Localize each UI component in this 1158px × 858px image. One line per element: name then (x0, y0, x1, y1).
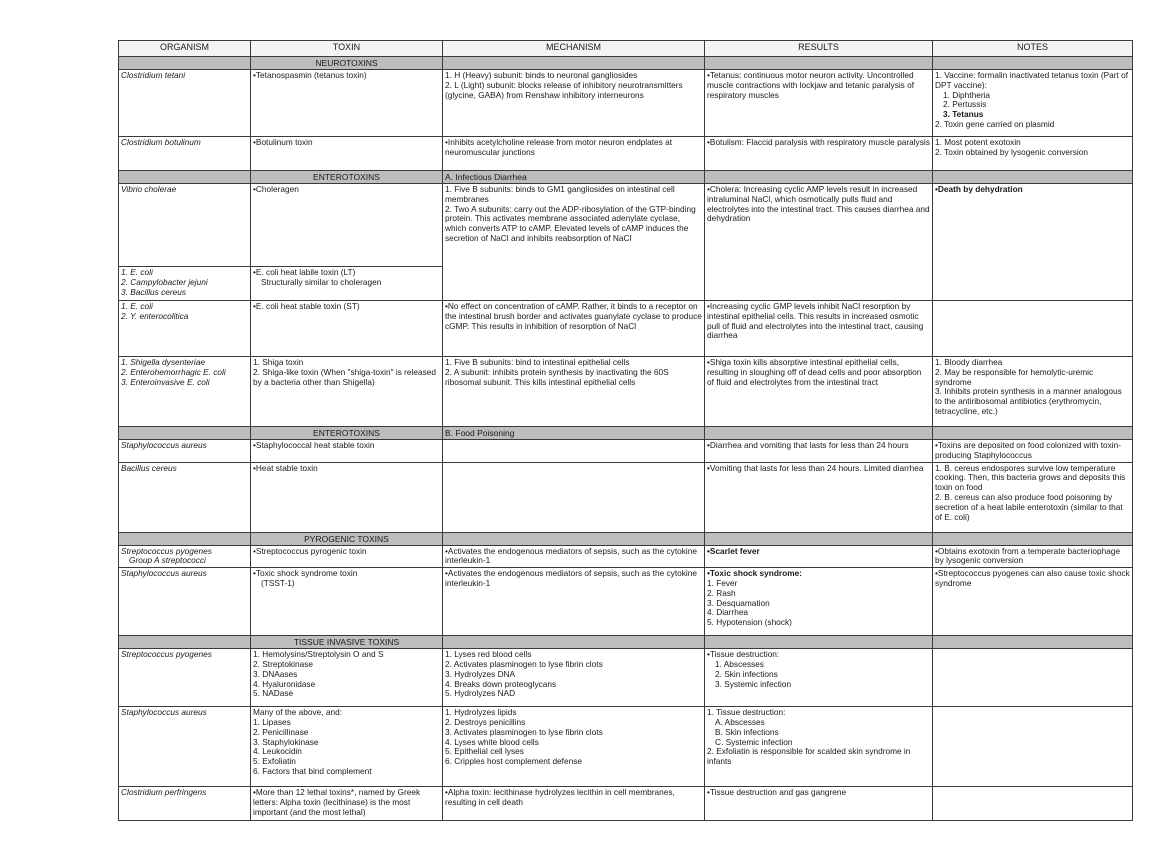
toxin-cell: •Streptococcus pyrogenic toxin (251, 545, 443, 568)
mechanism-cell: 1. Hydrolyzes lipids 2. Destroys penicillins 3. Activates plasminogen to lyse fibrin clots 4. Lyses white blood cells 5. Epithelial cell lyses 6. Cripples host complement defense (443, 707, 705, 787)
organism-cell: 1. E. coli 2. Y. enterocolitica (119, 301, 251, 357)
toxin-cell: •Choleragen (251, 184, 443, 267)
table-row (119, 649, 1133, 707)
results-cell: 1. Tissue destruction: A. Abscesses B. Skin infections C. Systemic infection 2. Exfoliatin is responsible for scalded skin syndrome in infants (705, 707, 933, 787)
notes-cell (933, 707, 1133, 787)
notes-cell: 1. Bloody diarrhea 2. May be responsible for hemolytic-uremic syndrome 3. Inhibits protein synthesis in a manner analogous to the antiribosomal antibiotics (erythromycin, tetracycline, etc.) (933, 357, 1133, 427)
toxin-table (118, 40, 1133, 821)
section-row (119, 427, 1133, 440)
table-row (119, 137, 1133, 171)
results-cell: •Botulism: Flaccid paralysis with respiratory muscle paralysis (705, 137, 933, 171)
organism-cell: Clostridium perfringens (119, 787, 251, 821)
notes-cell: 1. Vaccine: formalin inactivated tetanus toxin (Part of DPT vaccine): 1. Diphtheria 2. Pertussis 3. Tetanus 2. Toxin gene carried on plasmid (933, 70, 1133, 137)
organism-cell: Staphylococcus aureus (119, 568, 251, 636)
organism-cell: 1. Shigella dysenteriae 2. Enterohemorrhagic E. coli 3. Enteroinvasive E. coli (119, 357, 251, 427)
header-toxin: TOXIN (251, 41, 443, 57)
table-row (119, 301, 1133, 357)
organism-cell: Bacillus cereus (119, 462, 251, 532)
results-cell: •Tissue destruction and gas gangrene (705, 787, 933, 821)
table-row (119, 70, 1133, 137)
notes-cell: •Streptococcus pyogenes can also cause toxic shock syndrome (933, 568, 1133, 636)
toxin-cell: 1. Hemolysins/Streptolysin O and S 2. Streptokinase 3. DNAases 4. Hyaluronidase 5. NADase (251, 649, 443, 707)
section-enterotoxins: ENTEROTOXINS (251, 427, 443, 440)
toxin-cell: •E. coli heat labile toxin (LT) Structurally similar to choleragen (251, 267, 443, 301)
notes-cell: •Obtains exotoxin from a temperate bacteriophage by lysogenic conversion (933, 545, 1133, 568)
toxin-cell: •Botulinum toxin (251, 137, 443, 171)
header-row (119, 41, 1133, 57)
toxin-cell: Many of the above, and: 1. Lipases 2. Penicillinase 3. Staphylokinase 4. Leukocidin 5. Exfoliatin 6. Factors that bind complement (251, 707, 443, 787)
mechanism-cell: •Activates the endogenous mediators of sepsis, such as the cytokine interleukin-1 (443, 545, 705, 568)
results-cell: •Scarlet fever (705, 545, 933, 568)
table-row (119, 357, 1133, 427)
organism-cell: Staphylococcus aureus (119, 440, 251, 463)
mechanism-cell: •Inhibits acetylcholine release from motor neuron endplates at neuromuscular junctions (443, 137, 705, 171)
mechanism-cell (443, 462, 705, 532)
notes-cell (933, 787, 1133, 821)
table-row (119, 440, 1133, 463)
organism-cell: Streptococcus pyogenes (119, 649, 251, 707)
organism-cell: Streptococcus pyogenes Group A streptococci (119, 545, 251, 568)
notes-cell: •Toxins are deposited on food colonized with toxin-producing Staphylococcus (933, 440, 1133, 463)
organism-cell: Clostridium botulinum (119, 137, 251, 171)
mechanism-cell: 1. H (Heavy) subunit: binds to neuronal gangliosides 2. L (Light) subunit: blocks release of inhibitory neurotransmitters (glycine, GABA) from Renshaw inhibitory interneurons (443, 70, 705, 137)
toxin-cell: •Staphylococcal heat stable toxin (251, 440, 443, 463)
mechanism-cell: 1. Five B subunits: binds to GM1 gangliosides on intestinal cell membranes 2. Two A subunits: carry out the ADP-ribosylation of the GTP-binding protein. This activates membrane associated adenylate cyclase, which converts ATP to cAMP. Elevated levels of cAMP induces the secretion of NaCl and inhibits reabsorption of NaCl (443, 184, 705, 301)
table-row (119, 462, 1133, 532)
toxin-cell: •Toxic shock syndrome toxin (TSST-1) (251, 568, 443, 636)
mechanism-cell (443, 440, 705, 463)
results-cell: •Shiga toxin kills absorptive intestinal epithelial cells, resulting in sloughing off of dead cells and poor absorption of fluid and electrolytes from the intestinal tract (705, 357, 933, 427)
notes-cell: 1. Most potent exotoxin 2. Toxin obtained by lysogenic conversion (933, 137, 1133, 171)
results-cell: •Tissue destruction: 1. Abscesses 2. Skin infections 3. Systemic infection (705, 649, 933, 707)
results-cell: •Cholera: Increasing cyclic AMP levels result in increased intraluminal NaCl, which osmotically pulls fluid and electrolytes into the intestinal tract. This causes diarrhea and dehydration (705, 184, 933, 301)
table-row (119, 545, 1133, 568)
mechanism-cell: 1. Five B subunits: bind to intestinal epithelial cells 2. A subunit: inhibits protein synthesis by inactivating the 60S ribosomal subunit. This kills intestinal epithelial cells (443, 357, 705, 427)
table-row (119, 568, 1133, 636)
section-neurotoxins: NEUROTOXINS (251, 57, 443, 70)
section-enterotoxins: ENTEROTOXINS (251, 171, 443, 184)
toxin-cell: •More than 12 lethal toxins*, named by Greek letters: Alpha toxin (lecithinase) is the most important (and the most lethal) (251, 787, 443, 821)
table-row (119, 787, 1133, 821)
header-notes: NOTES (933, 41, 1133, 57)
section-row (119, 636, 1133, 649)
organism-cell: Vibrio cholerae (119, 184, 251, 267)
header-organism: ORGANISM (119, 41, 251, 57)
section-row (119, 171, 1133, 184)
toxin-cell: •E. coli heat stable toxin (ST) (251, 301, 443, 357)
mechanism-cell: •No effect on concentration of cAMP. Rather, it binds to a receptor on the intestinal brush border and activates guanylate cyclase to produce cGMP. This results in inhibition of resorption of NaCl (443, 301, 705, 357)
mechanism-cell: •Activates the endogenous mediators of sepsis, such as the cytokine interleukin-1 (443, 568, 705, 636)
mechanism-cell: •Alpha toxin: lecithinase hydrolyzes lecithin in cell membranes, resulting in cell death (443, 787, 705, 821)
section-subtitle: B. Food Poisoning (443, 427, 705, 440)
notes-cell: •Death by dehydration (933, 184, 1133, 301)
organism-cell: Clostridium tetani (119, 70, 251, 137)
results-cell: •Toxic shock syndrome: 1. Fever 2. Rash 3. Desquamation 4. Diarrhea 5. Hypotension (shock) (705, 568, 933, 636)
results-cell: •Diarrhea and vomiting that lasts for less than 24 hours (705, 440, 933, 463)
results-cell: •Tetanus: continuous motor neuron activity. Uncontrolled muscle contractions with lockjaw and tetanic paralysis of respiratory muscles (705, 70, 933, 137)
section-pyrogenic: PYROGENIC TOXINS (251, 532, 443, 545)
section-subtitle: A. Infectious Diarrhea (443, 171, 705, 184)
toxin-cell: •Heat stable toxin (251, 462, 443, 532)
header-mechanism: MECHANISM (443, 41, 705, 57)
header-results: RESULTS (705, 41, 933, 57)
section-row (119, 57, 1133, 70)
notes-cell (933, 301, 1133, 357)
results-cell: •Increasing cyclic GMP levels inhibit NaCl resorption by intestinal epithelial cells. This results in increased osmotic pull of fluid and electrolytes into the intestinal tract, causing diarrhea (705, 301, 933, 357)
section-row (119, 532, 1133, 545)
table-row (119, 707, 1133, 787)
notes-cell (933, 649, 1133, 707)
notes-cell: 1. B. cereus endospores survive low temperature cooking. Then, this bacteria grows and deposits this toxin on food 2. B. cereus can also produce food poisoning by secretion of a heat labile enterotoxin (similar to that of E. coli) (933, 462, 1133, 532)
toxin-cell: 1. Shiga toxin 2. Shiga-like toxin (When "shiga-toxin" is released by a bacteria other than Shigella) (251, 357, 443, 427)
organism-cell: Staphylococcus aureus (119, 707, 251, 787)
table-row (119, 184, 1133, 267)
toxin-cell: •Tetanospasmin (tetanus toxin) (251, 70, 443, 137)
results-cell: •Vomiting that lasts for less than 24 hours. Limited diarrhea (705, 462, 933, 532)
organism-cell: 1. E. coli 2. Campylobacter jejuni 3. Bacillus cereus (119, 267, 251, 301)
section-tissue-invasive: TISSUE INVASIVE TOXINS (251, 636, 443, 649)
mechanism-cell: 1. Lyses red blood cells 2. Activates plasminogen to lyse fibrin clots 3. Hydrolyzes DNA 4. Breaks down proteoglycans 5. Hydrolyzes NAD (443, 649, 705, 707)
